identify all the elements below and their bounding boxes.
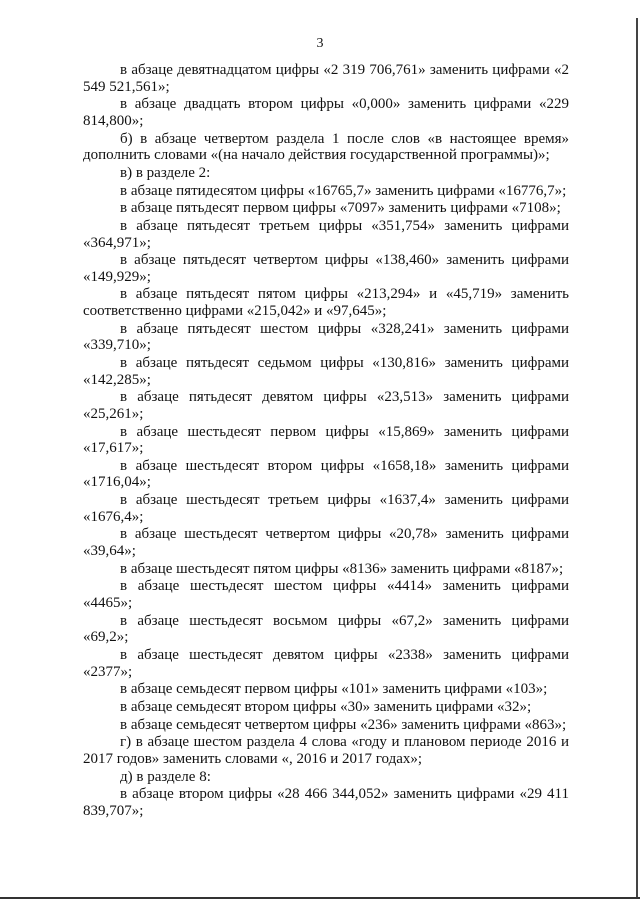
paragraph: в абзаце шестьдесят восьмом цифры «67,2» заменить цифрами «69,2»; <box>83 612 569 646</box>
scan-edge-line <box>636 18 638 898</box>
paragraph: в абзаце двадцать втором цифры «0,000» заменить цифрами «229 814,800»; <box>83 96 569 129</box>
paragraph: в абзаце девятнадцатом цифры «2 319 706,761» заменить цифрами «2 549 521,561»; <box>83 62 569 95</box>
paragraph: в) в разделе 2: <box>120 164 211 181</box>
paragraph: в абзаце пятьдесят седьмом цифры «130,816» заменить цифрами «142,285»; <box>83 355 569 388</box>
paragraph: в абзаце семьдесят первом цифры «101» заменить цифрами «103»; <box>120 681 548 698</box>
paragraph: в абзаце пятьдесят четвертом цифры «138,460» заменить цифрами «149,929»; <box>83 252 569 285</box>
paragraph: в абзаце пятьдесят девятом цифры «23,513» заменить цифрами «25,261»; <box>83 389 569 422</box>
paragraph: в абзаце шестьдесят шестом цифры «4414» заменить цифрами «4465»; <box>83 578 569 611</box>
scan-bottom-rule <box>0 897 640 899</box>
paragraph: в абзаце шестьдесят первом цифры «15,869» заменить цифрами «17,617»; <box>83 423 569 457</box>
paragraph: в абзаце шестьдесят пятом цифры «8136» заменить цифрами «8187»; <box>120 560 564 577</box>
paragraph: в абзаце пятьдесят третьем цифры «351,754» заменить цифрами «364,971»; <box>83 217 569 251</box>
paragraph: в абзаце шестьдесят четвертом цифры «20,78» заменить цифрами «39,64»; <box>83 526 569 560</box>
paragraph: в абзаце пятьдесят пятом цифры «213,294» и «45,719» заменить соответственно цифрами «215,042» и «97,645»; <box>83 286 569 320</box>
paragraph: в абзаце шестьдесят втором цифры «1658,18» заменить цифрами «1716,04»; <box>83 457 569 491</box>
paragraph: в абзаце втором цифры «28 466 344,052» заменить цифрами «29 411 839,707»; <box>83 786 569 819</box>
page-number: 3 <box>316 36 324 51</box>
paragraph: в абзаце семьдесят четвертом цифры «236» заменить цифрами «863»; <box>120 716 567 733</box>
paragraph: в абзаце пятьдесят шестом цифры «328,241» заменить цифрами «339,710»; <box>83 320 569 354</box>
paragraph: д) в разделе 8: <box>120 768 211 785</box>
paragraph: в абзаце шестьдесят девятом цифры «2338» заменить цифрами «2377»; <box>83 646 569 680</box>
paragraph: в абзаце пятьдесят первом цифры «7097» заменить цифрами «7108»; <box>120 200 561 217</box>
paragraph: в абзаце шестьдесят третьем цифры «1637,4» заменить цифрами «1676,4»; <box>83 492 569 525</box>
paragraph: г) в абзаце шестом раздела 4 слова «году и плановом периоде 2016 и 2017 годов» заменить словами «, 2016 и 2017 годах»; <box>83 734 569 767</box>
document-body <box>83 62 569 819</box>
paragraph: в абзаце пятидесятом цифры «16765,7» заменить цифрами «16776,7»; <box>120 182 567 199</box>
paragraph: в абзаце семьдесят втором цифры «30» заменить цифрами «32»; <box>120 698 532 715</box>
paragraph: б) в абзаце четвертом раздела 1 после слов «в настоящее время» дополнить словами «(на начало действия государственной программы)»; <box>83 130 569 164</box>
